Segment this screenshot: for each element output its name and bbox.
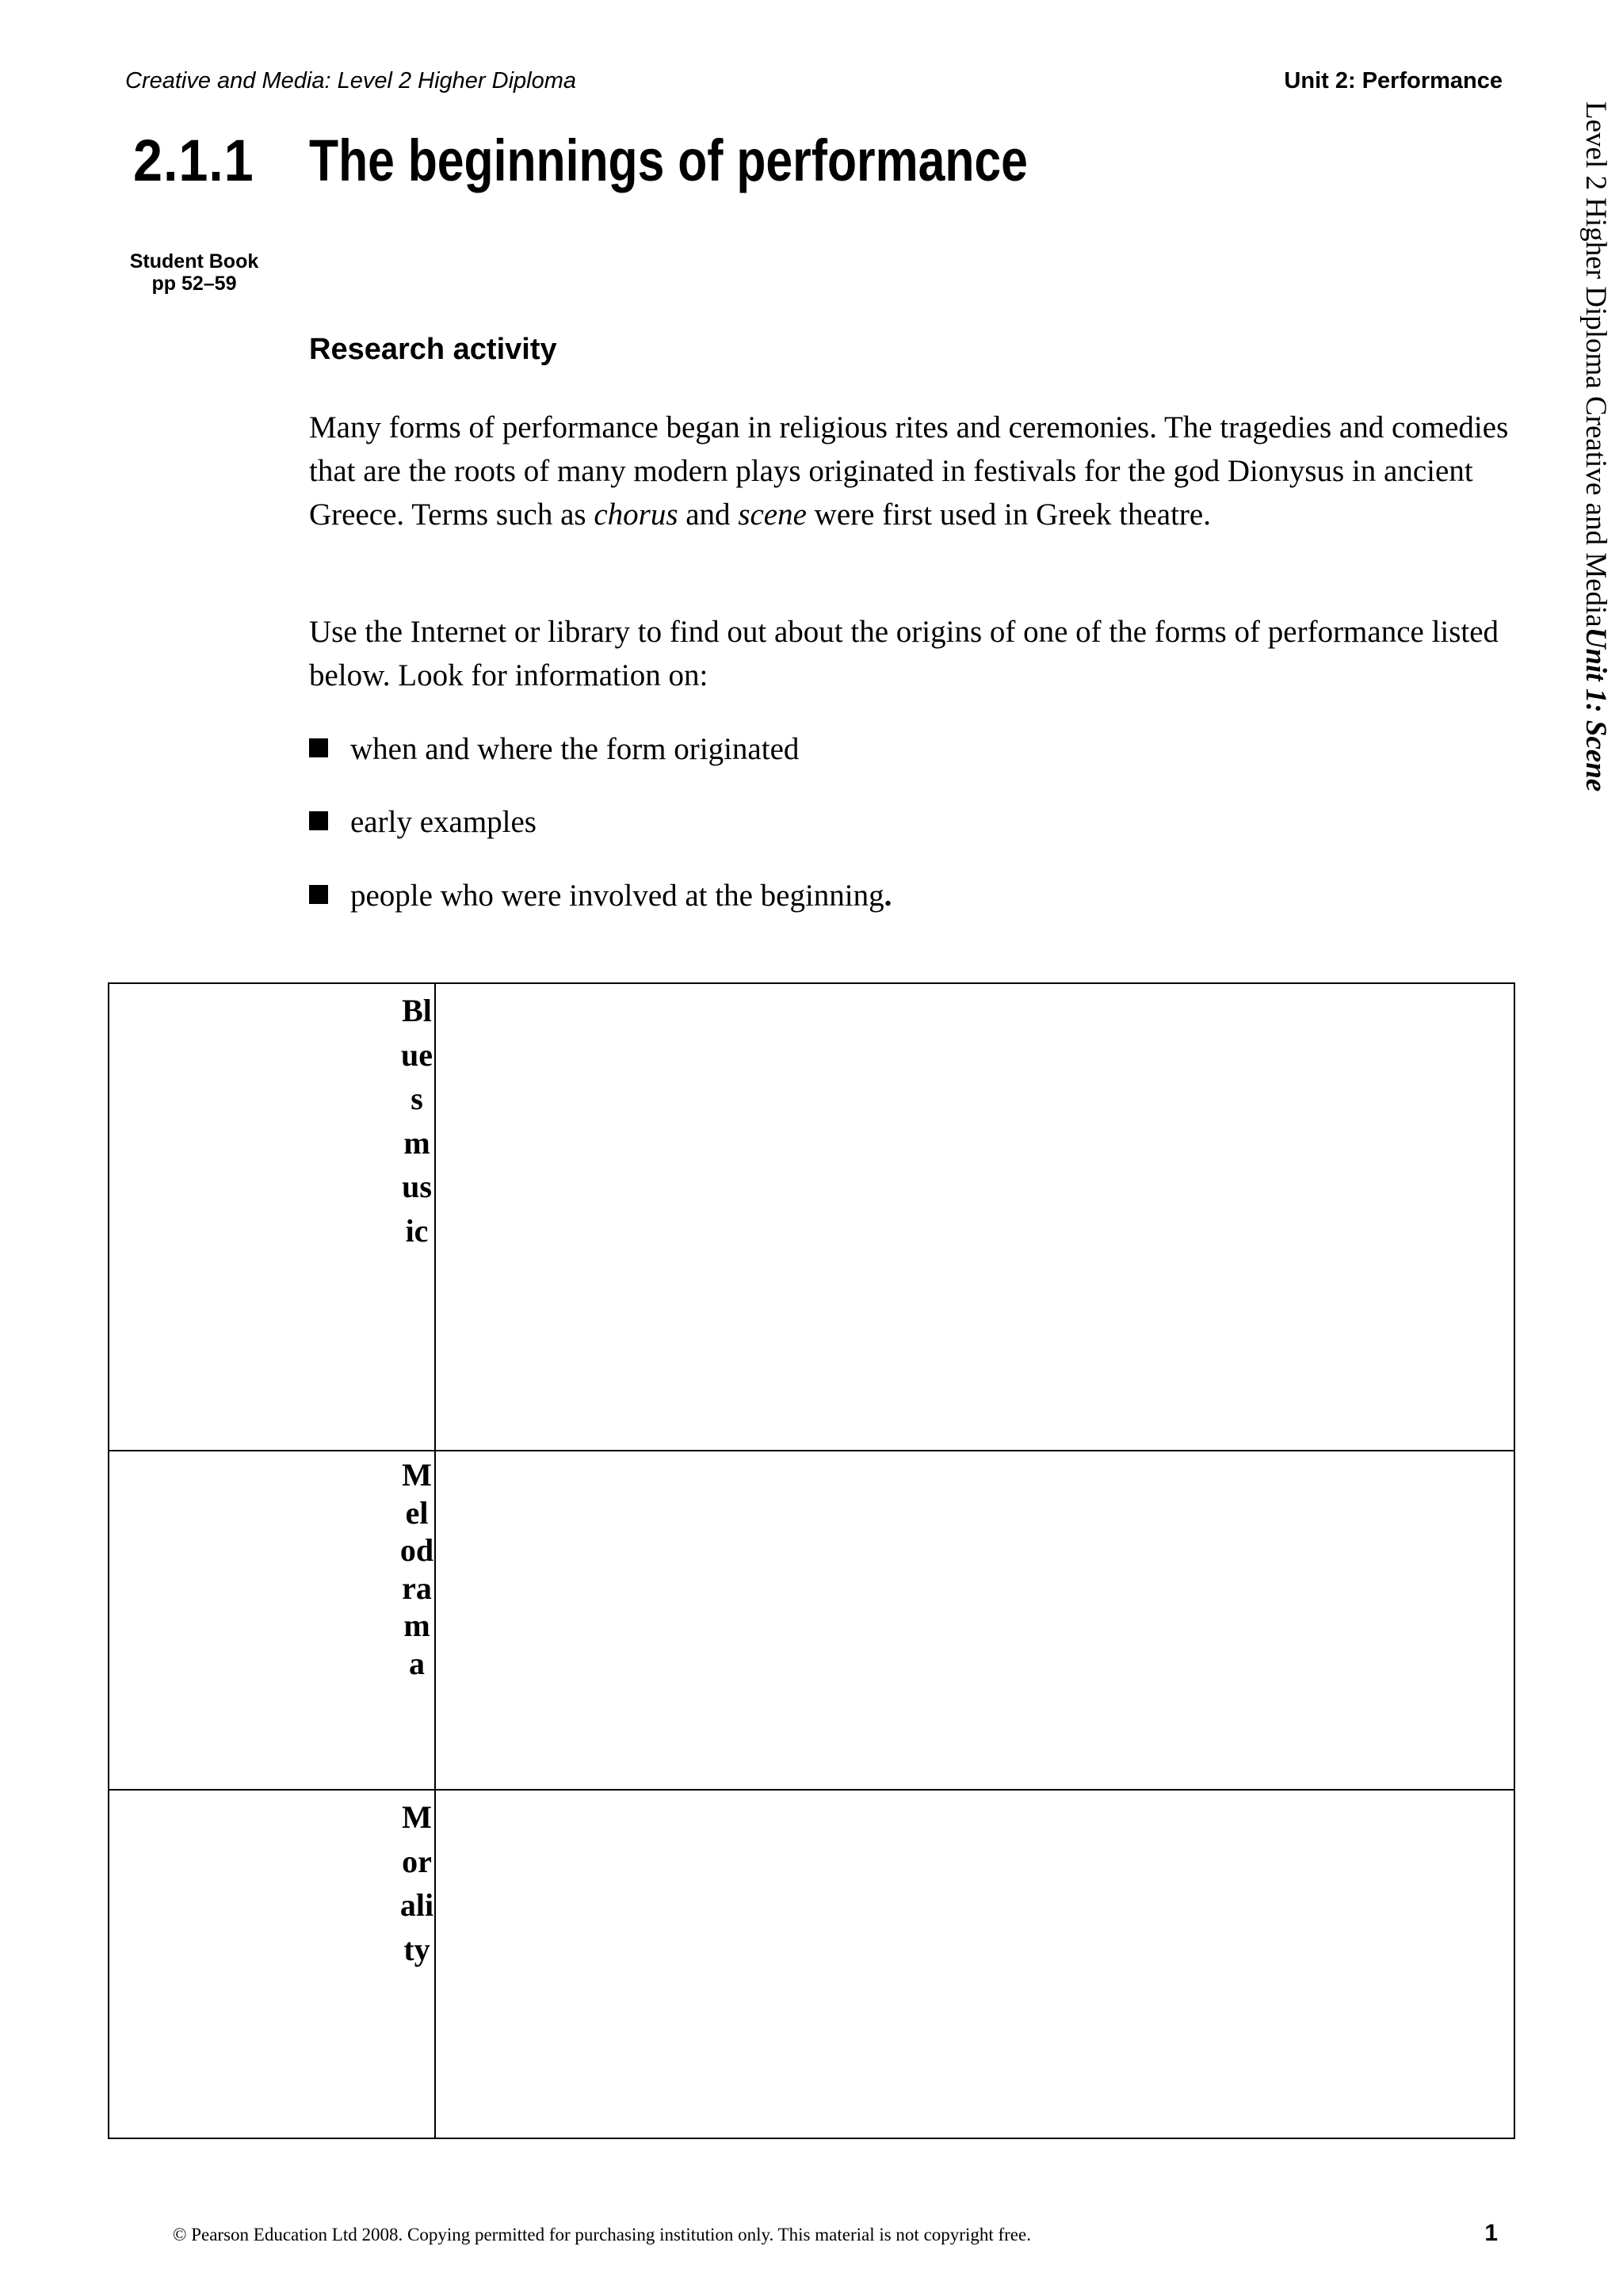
table-row — [109, 983, 1514, 1451]
copyright-notice: © Pearson Education Ltd 2008. Copying permitted for purchasing institution only. This material is not copyright free. — [173, 2225, 1031, 2245]
bullet-text: when and where the form originated — [350, 732, 800, 766]
activity-heading: Research activity — [309, 333, 557, 366]
instruction-paragraph: Use the Internet or library to find out about the origins of one of the forms of performance listed below. Look for information on: — [309, 615, 1499, 692]
form-label-cell — [109, 1790, 435, 2138]
student-book-label: Student Book — [129, 250, 259, 273]
bullet-item — [309, 800, 537, 844]
form-label-cell — [109, 983, 435, 1451]
page-title: The beginnings of performance — [309, 128, 1028, 193]
form-label-cell — [109, 1451, 435, 1790]
bullet-item — [309, 874, 892, 917]
intro-part-2: and — [678, 498, 739, 532]
bullet-square-icon — [309, 811, 328, 830]
bullet-square-icon — [309, 738, 328, 757]
table-row — [109, 1451, 1514, 1790]
answer-cell-blues-music[interactable] — [435, 983, 1514, 1451]
bullet-square-icon — [309, 885, 328, 904]
term-scene: scene — [738, 498, 807, 532]
bullet-text: people who were involved at the beginning — [350, 879, 884, 913]
side-title-emphasis: Unit 1: Scene — [1579, 627, 1612, 792]
form-label-blues-music: Blues music — [401, 993, 433, 1249]
intro-part-3: were first used in Greek theatre. — [806, 498, 1211, 532]
performance-forms-table — [108, 982, 1515, 2139]
term-chorus: chorus — [594, 498, 678, 532]
form-label-melodrama: Melodrama — [399, 1457, 434, 1681]
bullet-final-punctuation: . — [884, 879, 892, 913]
answer-cell-melodrama[interactable] — [435, 1451, 1514, 1790]
section-number: 2.1.1 — [133, 128, 254, 193]
header-unit: Unit 2: Performance — [1284, 68, 1503, 93]
bullet-item — [309, 727, 799, 771]
side-running-title — [1579, 101, 1613, 791]
table-row — [109, 1790, 1514, 2138]
bullet-text: early examples — [350, 805, 537, 839]
intro-part-1: Many forms of performance began in religious rites and ceremonies. The tragedies and comedies that are the roots of many modern plays originated in festivals for the god Dionysus in ancient Greece. Terms such as — [309, 410, 1509, 532]
student-book-pages: pp 52–59 — [151, 273, 237, 295]
form-label-morality: Morality — [399, 1799, 434, 1967]
answer-cell-morality[interactable] — [435, 1790, 1514, 2138]
page-number: 1 — [1484, 2220, 1498, 2246]
header-course: Creative and Media: Level 2 Higher Diploma — [125, 68, 577, 93]
intro-paragraph — [309, 406, 1514, 536]
student-book-reference — [111, 250, 277, 295]
side-title-main: Level 2 Higher Diploma Creative and Media — [1579, 101, 1612, 627]
